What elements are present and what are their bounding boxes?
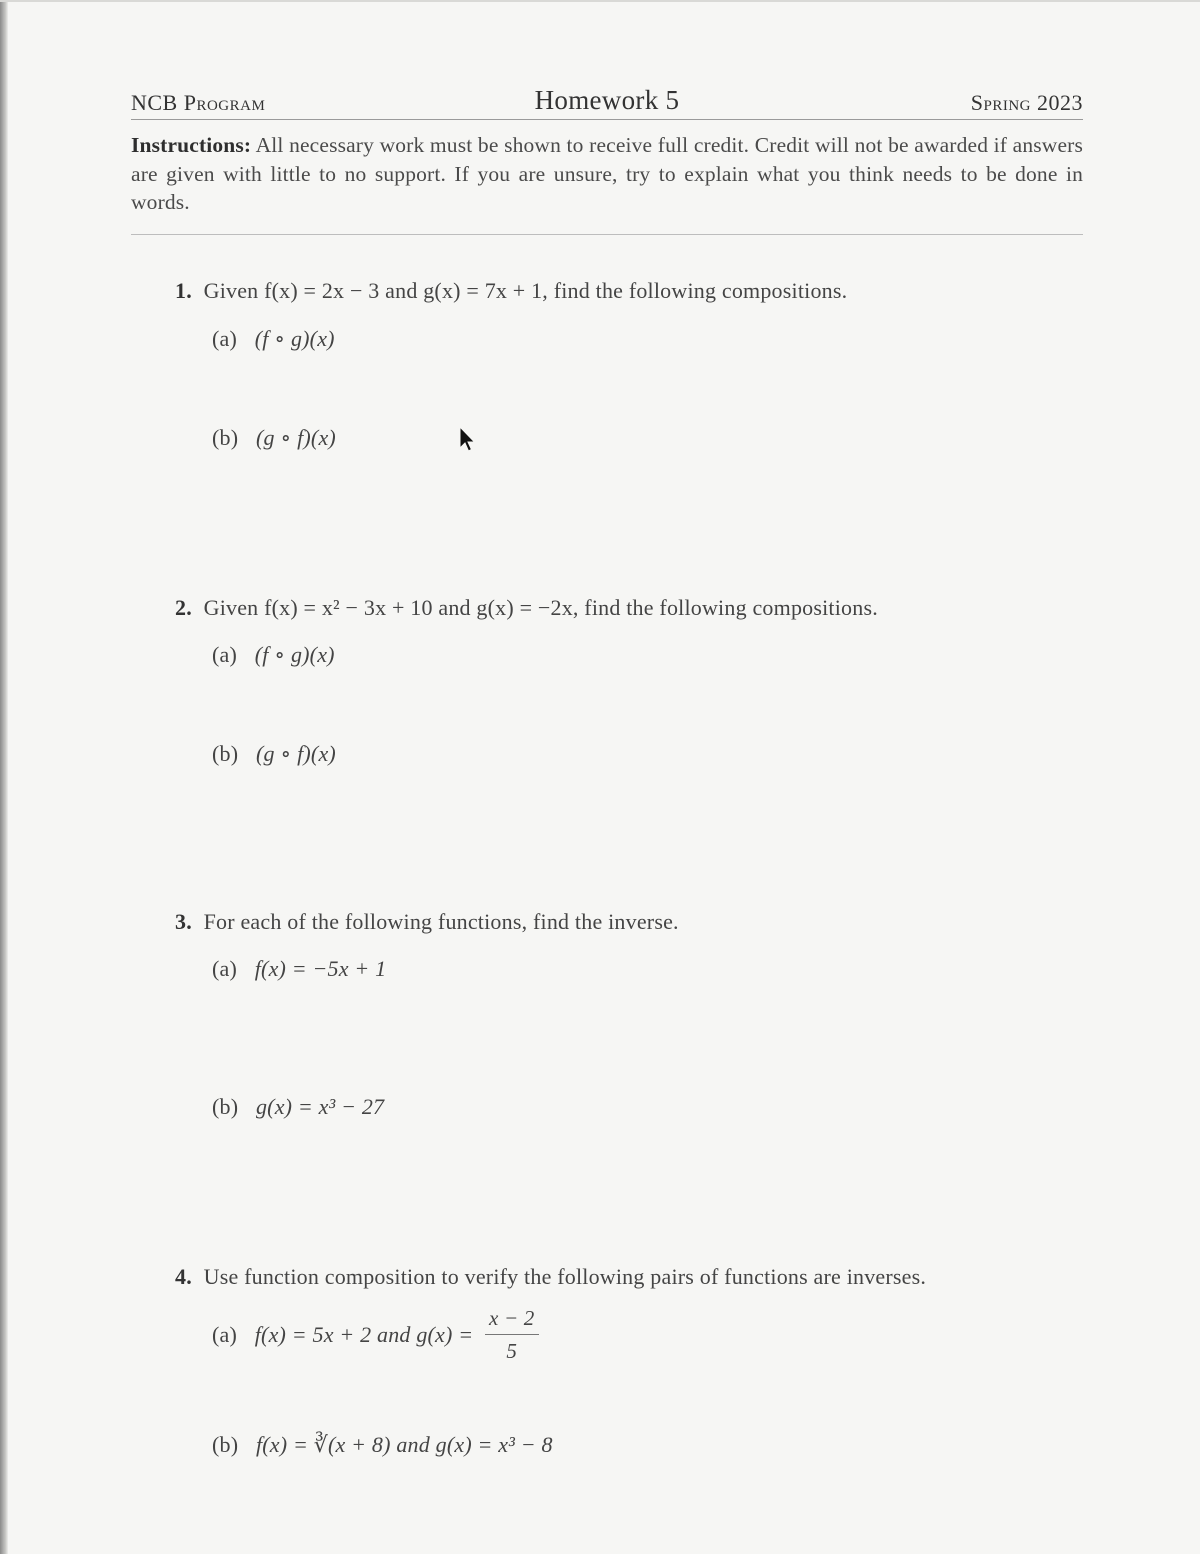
problem-3b-label: (b) [212,1094,239,1119]
problem-3-text: For each of the following functions, find the inverse. [203,909,679,934]
section-divider [131,234,1083,235]
problem-1b-expr: (g ∘ f)(x) [255,425,336,450]
problem-1a-label: (a) [212,326,238,351]
problem-3b-expr: g(x) = x³ − 27 [255,1094,385,1119]
problem-4a-expr: f(x) = 5x + 2 and g(x) = [254,1322,474,1348]
page-header [131,86,1083,120]
problem-4b-label: (b) [212,1432,239,1457]
problem-1-text: Given f(x) = 2x − 3 and g(x) = 7x + 1, find the following compositions. [203,278,848,303]
problem-2b-label: (b) [212,741,239,766]
instructions-label: Instructions: [131,133,252,157]
problem-1-number: 1. [175,278,192,303]
problem-2b [212,741,336,767]
problem-4b-expr: f(x) = ∛(x + 8) and g(x) = x³ − 8 [255,1432,553,1457]
problem-3-stem [175,909,679,935]
problem-2b-expr: (g ∘ f)(x) [255,741,336,766]
header-rule [131,119,1083,120]
problem-1a-expr: (f ∘ g)(x) [254,326,335,351]
problem-1b [212,425,336,451]
header-term: Spring 2023 [970,90,1083,115]
problem-4b [212,1432,553,1458]
problem-2a-expr: (f ∘ g)(x) [254,642,335,667]
problem-2a-label: (a) [212,642,238,667]
mouse-pointer-icon [458,426,476,454]
problem-1b-label: (b) [212,425,239,450]
problem-4-stem [175,1264,926,1290]
problem-3a [212,956,386,982]
problem-3b [212,1094,384,1120]
problem-2-number: 2. [175,595,192,620]
problem-2-stem [175,595,878,621]
problem-1a [212,326,335,352]
problem-4-number: 4. [175,1264,192,1289]
problem-2-text: Given f(x) = x² − 3x + 10 and g(x) = −2x, find the following compositions. [203,595,878,620]
instructions-text: All necessary work must be shown to receive full credit. Credit will not be awarded if answers are given with little to no support. If you are unsure, try to explain what you think needs to be done in words. [131,133,1083,214]
problem-3a-expr: f(x) = −5x + 1 [254,956,387,981]
problem-4a-label: (a) [212,1322,238,1348]
header-program: NCB Program [131,90,266,115]
problem-4a [212,1308,539,1366]
fraction-denominator: 5 [506,1339,518,1363]
problem-4a-fraction [485,1306,539,1364]
problem-2a [212,642,335,668]
problem-1-stem [175,278,847,304]
problem-3a-label: (a) [212,956,238,981]
header-title: Homework 5 [534,85,680,115]
problem-3-number: 3. [175,909,192,934]
instructions [131,131,1083,217]
fraction-numerator: x − 2 [485,1306,539,1335]
problem-4-text: Use function composition to verify the following pairs of functions are inverses. [203,1264,927,1289]
